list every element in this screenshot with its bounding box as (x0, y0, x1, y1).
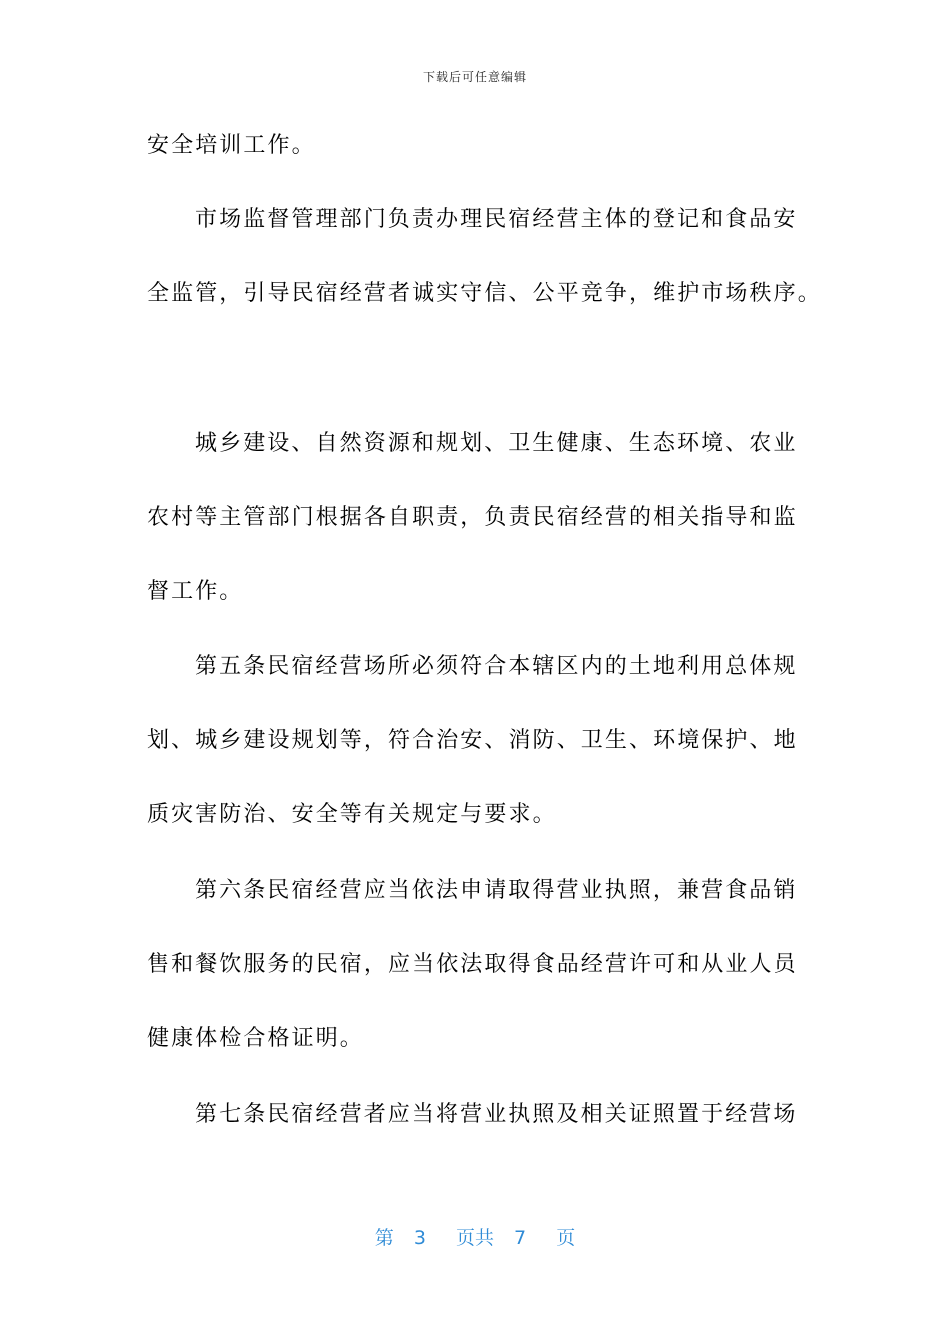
paragraph-line: 全监管，引导民宿经营者诚实守信、公平竞争，维护市场秩序。 (147, 281, 822, 306)
paragraph-line: 第七条民宿经营者应当将营业执照及相关证照置于经营场 (195, 1102, 798, 1127)
paragraph-line: 安全培训工作。 (147, 133, 316, 158)
header-note: 下载后可任意编辑 (422, 70, 527, 84)
page-label-mid: 页共 (455, 1227, 494, 1249)
paragraph-article-5 (147, 630, 807, 852)
paragraph-line: 市场监督管理部门负责办理民宿经营主体的登记和食品安 (195, 207, 798, 232)
page-footer (0, 1223, 950, 1250)
paragraph-line: 第六条民宿经营应当依法申请取得营业执照，兼营食品销 (195, 878, 798, 903)
paragraph-line: 划、城乡建设规划等，符合治安、消防、卫生、环境保护、地 (147, 728, 798, 753)
paragraph-line: 健康体检合格证明。 (147, 1026, 364, 1051)
paragraph-3 (147, 407, 807, 629)
paragraph-line: 售和餐饮服务的民宿，应当依法取得食品经营许可和从业人员 (147, 952, 798, 977)
paragraph-line: 城乡建设、自然资源和规划、卫生健康、生态环境、农业 (195, 431, 798, 456)
paragraph-line: 质灾害防治、安全等有关规定与要求。 (147, 802, 557, 827)
paragraph-1 (147, 109, 807, 183)
paragraph-line: 农村等主管部门根据各自职责，负责民宿经营的相关指导和监 (147, 505, 798, 530)
page-label-prefix: 第 (374, 1227, 394, 1249)
total-pages-number: 7 (514, 1227, 527, 1249)
current-page-number: 3 (413, 1227, 426, 1249)
paragraph-article-6 (147, 854, 807, 1076)
paragraph-line: 督工作。 (147, 579, 244, 604)
paragraph-line: 第五条民宿经营场所必须符合本辖区内的土地利用总体规 (195, 654, 798, 679)
paragraph-2 (147, 183, 822, 331)
page-label-suffix: 页 (556, 1227, 576, 1249)
paragraph-article-7 (147, 1078, 807, 1152)
